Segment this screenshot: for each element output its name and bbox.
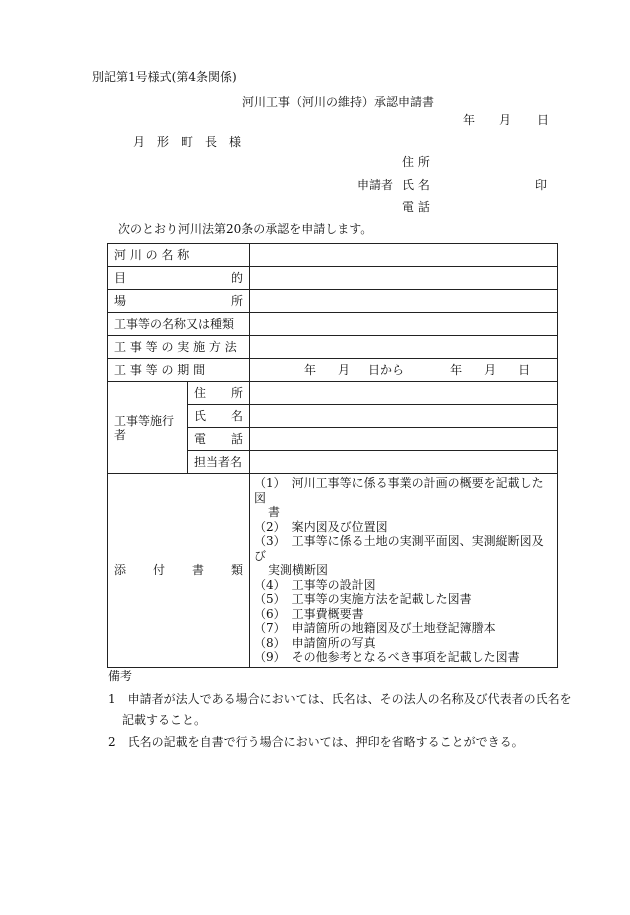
applicant-address-label: 住 所 bbox=[402, 155, 430, 169]
contractor-person-label: 担当者名 bbox=[188, 451, 250, 474]
contractor-address-field[interactable] bbox=[250, 382, 558, 405]
row-river-name bbox=[108, 244, 558, 267]
period-field[interactable]: 年 月 日から 年 月 日 bbox=[250, 359, 558, 382]
note-1-line-1: 1 申請者が法人である場合においては、氏名は、その法人の名称及び代表者の氏名を bbox=[108, 692, 572, 706]
purpose-field[interactable] bbox=[250, 267, 558, 290]
contractor-label: 工事等施行者 bbox=[108, 382, 188, 474]
contractor-phone-field[interactable] bbox=[250, 428, 558, 451]
date-month: 月 bbox=[499, 113, 512, 127]
note-2: 2 氏名の記載を自書で行う場合においては、押印を省略することができる。 bbox=[108, 735, 524, 749]
applicant-phone-label: 電 話 bbox=[402, 200, 430, 214]
attachment-item: （1） 河川工事等に係る事業の計画の概要を記載した図 bbox=[254, 476, 544, 505]
row-method bbox=[108, 336, 558, 359]
page-title: 河川工事（河川の維持）承認申請書 bbox=[242, 95, 435, 109]
attachment-item: （5） 工事等の実施方法を記載した図書 bbox=[254, 592, 472, 606]
attachment-item: 実測横断図 bbox=[268, 563, 329, 577]
form-number: 別記第1号様式(第4条関係) bbox=[92, 70, 237, 84]
addressee: 月 形 町 長 様 bbox=[133, 135, 242, 149]
method-field[interactable] bbox=[250, 336, 558, 359]
contractor-person-field[interactable] bbox=[250, 451, 558, 474]
attachment-item: （9） その他参考となるべき事項を記載した図書 bbox=[254, 650, 520, 664]
place-label: 場 所 bbox=[108, 290, 250, 313]
attachment-item: （6） 工事費概要書 bbox=[254, 606, 364, 621]
period-label: 工 事 等 の 期 間 bbox=[108, 359, 250, 382]
contractor-address-label: 住 所 bbox=[188, 382, 250, 405]
river-name-label: 河 川 の 名 称 bbox=[108, 244, 250, 267]
attachment-item: （8） 申請箇所の写真 bbox=[254, 635, 376, 650]
contractor-name-label: 氏 名 bbox=[188, 405, 250, 428]
contractor-phone-label: 電 話 bbox=[188, 428, 250, 451]
attachments-label: 添 付 書 類 bbox=[108, 474, 250, 668]
attachment-item: （7） 申請箇所の地籍図及び土地登記簿謄本 bbox=[254, 621, 496, 635]
contractor-name-field[interactable] bbox=[250, 405, 558, 428]
row-contractor-address bbox=[108, 382, 558, 405]
method-label: 工 事 等 の 実 施 方 法 bbox=[108, 336, 250, 359]
attachment-item: 書 bbox=[268, 505, 281, 519]
row-place bbox=[108, 290, 558, 313]
row-attachments bbox=[108, 474, 558, 668]
applicant-name-label: 氏 名 bbox=[402, 178, 430, 192]
attachments-list bbox=[250, 474, 558, 668]
notes-heading: 備考 bbox=[108, 669, 133, 683]
date-year: 年 bbox=[463, 113, 476, 127]
attachment-item: （4） 工事等の設計図 bbox=[254, 577, 376, 592]
row-work-name bbox=[108, 313, 558, 336]
work-name-label: 工事等の名称又は種類 bbox=[108, 313, 250, 336]
application-table bbox=[107, 243, 558, 668]
row-purpose bbox=[108, 267, 558, 290]
row-period bbox=[108, 359, 558, 382]
attachment-item: （2） 案内図及び位置図 bbox=[254, 519, 388, 534]
place-field[interactable] bbox=[250, 290, 558, 313]
river-name-field[interactable] bbox=[250, 244, 558, 267]
attachment-item: （3） 工事等に係る土地の実測平面図、実測縦断図及び bbox=[254, 534, 544, 563]
date-day: 日 bbox=[537, 113, 550, 127]
intro-text: 次のとおり河川法第20条の承認を申請します。 bbox=[118, 222, 373, 236]
note-1-line-2: 記載すること。 bbox=[122, 713, 207, 727]
applicant-role-label: 申請者 bbox=[357, 178, 394, 192]
purpose-label: 目 的 bbox=[108, 267, 250, 290]
work-name-field[interactable] bbox=[250, 313, 558, 336]
seal-mark: 印 bbox=[535, 178, 548, 192]
